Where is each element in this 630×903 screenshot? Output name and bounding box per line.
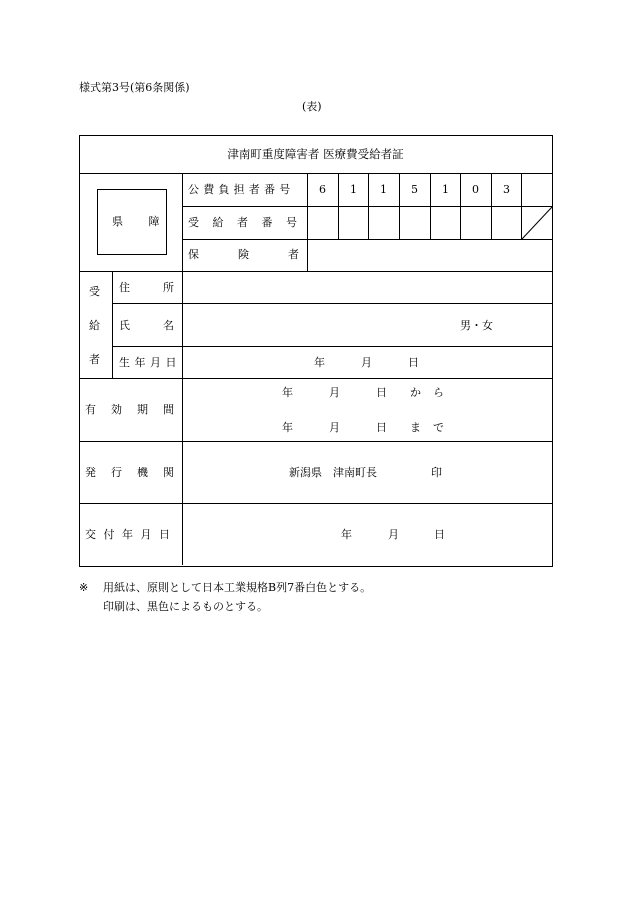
validity-from-day: 日 <box>376 386 387 399</box>
insurer-label: 保険者 <box>188 248 338 261</box>
address-label: 住所 <box>119 281 207 294</box>
issue-date-month: 月 <box>388 528 399 541</box>
certificate-title: 津南町重度障害者 医療費受給者証 <box>227 147 404 161</box>
issuer-value: 新潟県 津南町長 <box>289 466 377 479</box>
validity-to-month: 月 <box>329 421 340 434</box>
stamp-box-text: 県 障 <box>112 215 171 228</box>
validity-to-suffix: まで <box>410 421 456 434</box>
recipient-group-char: 者 <box>89 353 100 366</box>
validity-from-year: 年 <box>282 386 293 399</box>
payer-digit: 6 <box>319 183 326 196</box>
validity-label: 有効期間 <box>85 403 189 416</box>
validity-to-year: 年 <box>282 421 293 434</box>
payer-digit: 1 <box>380 183 387 196</box>
dob-month: 月 <box>361 356 372 369</box>
diagonal-slash <box>521 206 552 240</box>
note-mark: ※ <box>79 581 89 594</box>
payer-digit: 5 <box>411 183 418 196</box>
payer-digit: 1 <box>442 183 449 196</box>
validity-from-suffix: から <box>410 386 456 399</box>
dob-label: 生年月日 <box>119 356 181 369</box>
dob-day: 日 <box>408 356 419 369</box>
recipient-number-label: 受給者番号 <box>188 216 311 229</box>
gender-value: 男・女 <box>460 319 493 332</box>
payer-digit: 0 <box>472 183 479 196</box>
dob-year: 年 <box>314 356 325 369</box>
note-line-1: 用紙は、原則として日本工業規格B列7番白色とする。 <box>103 581 372 594</box>
form-label: 様式第3号(第6条関係) <box>79 81 190 94</box>
payer-digit: 3 <box>503 183 510 196</box>
recipient-group-char: 給 <box>89 319 100 332</box>
issue-date-day: 日 <box>434 528 445 541</box>
side-label: (表) <box>302 100 322 113</box>
payer-number-label: 公費負担者番号 <box>188 183 295 196</box>
issuer-label: 発行機関 <box>85 466 189 479</box>
validity-to-day: 日 <box>376 421 387 434</box>
issue-date-label: 交付年月日 <box>85 528 178 541</box>
name-label: 氏名 <box>119 319 207 332</box>
recipient-group-char: 受 <box>89 285 100 298</box>
issue-date-year: 年 <box>341 528 352 541</box>
payer-digit: 1 <box>350 183 357 196</box>
validity-from-month: 月 <box>329 386 340 399</box>
issuer-seal: 印 <box>431 466 442 479</box>
note-line-2: 印刷は、黒色によるものとする。 <box>103 600 268 613</box>
